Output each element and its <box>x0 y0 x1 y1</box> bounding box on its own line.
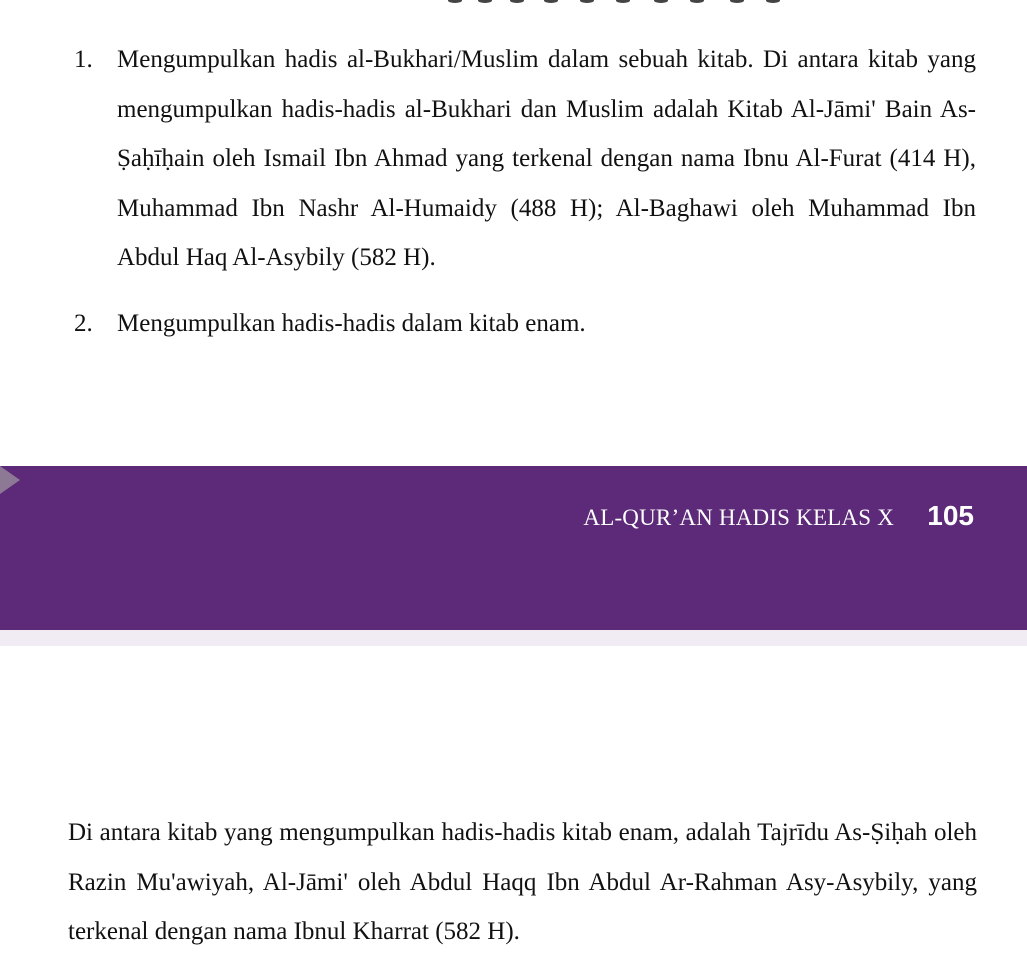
list-item-number: 1. <box>74 46 93 73</box>
page-number: 105 <box>927 500 974 531</box>
list-item-text: Mengumpulkan hadis-hadis dalam kitab enam. <box>117 310 586 337</box>
footer-band-stripe <box>0 630 1027 646</box>
list-item <box>74 35 976 283</box>
list-item-number: 2. <box>74 310 93 337</box>
list-item-text: Mengumpulkan hadis al-Bukhari/Muslim dalam sebuah kitab. Di antara kitab yang mengumpulkan hadis-hadis al-Bukhari dan Muslim adalah Kitab Al-Jāmi' Bain As-Ṣaḥīḥain oleh Ismail Ibn Ahmad yang terkenal dengan nama Ibnu Al-Furat (414 H), Muhammad Ibn Nashr Al-Humaidy (488 H); Al-Baghawi oleh Muhammad Ibn Abdul Haq Al-Asybily (582 H). <box>117 46 976 271</box>
footer-corner-tab <box>0 466 20 494</box>
list-item <box>74 299 976 349</box>
book-title: AL-QUR’AN HADIS KELAS X <box>583 505 894 530</box>
clipped-previous-line <box>440 0 800 4</box>
body-paragraph: Di antara kitab yang mengumpulkan hadis-hadis kitab enam, adalah Tajrīdu As-Ṣiḥah oleh Razin Mu'awiyah, Al-Jāmi' oleh Abdul Haqq Ibn Abdul Ar-Rahman Asy-Asybily, yang terkenal dengan nama Ibnul Kharrat (582 H). <box>68 819 977 945</box>
footer-band <box>0 466 1027 630</box>
